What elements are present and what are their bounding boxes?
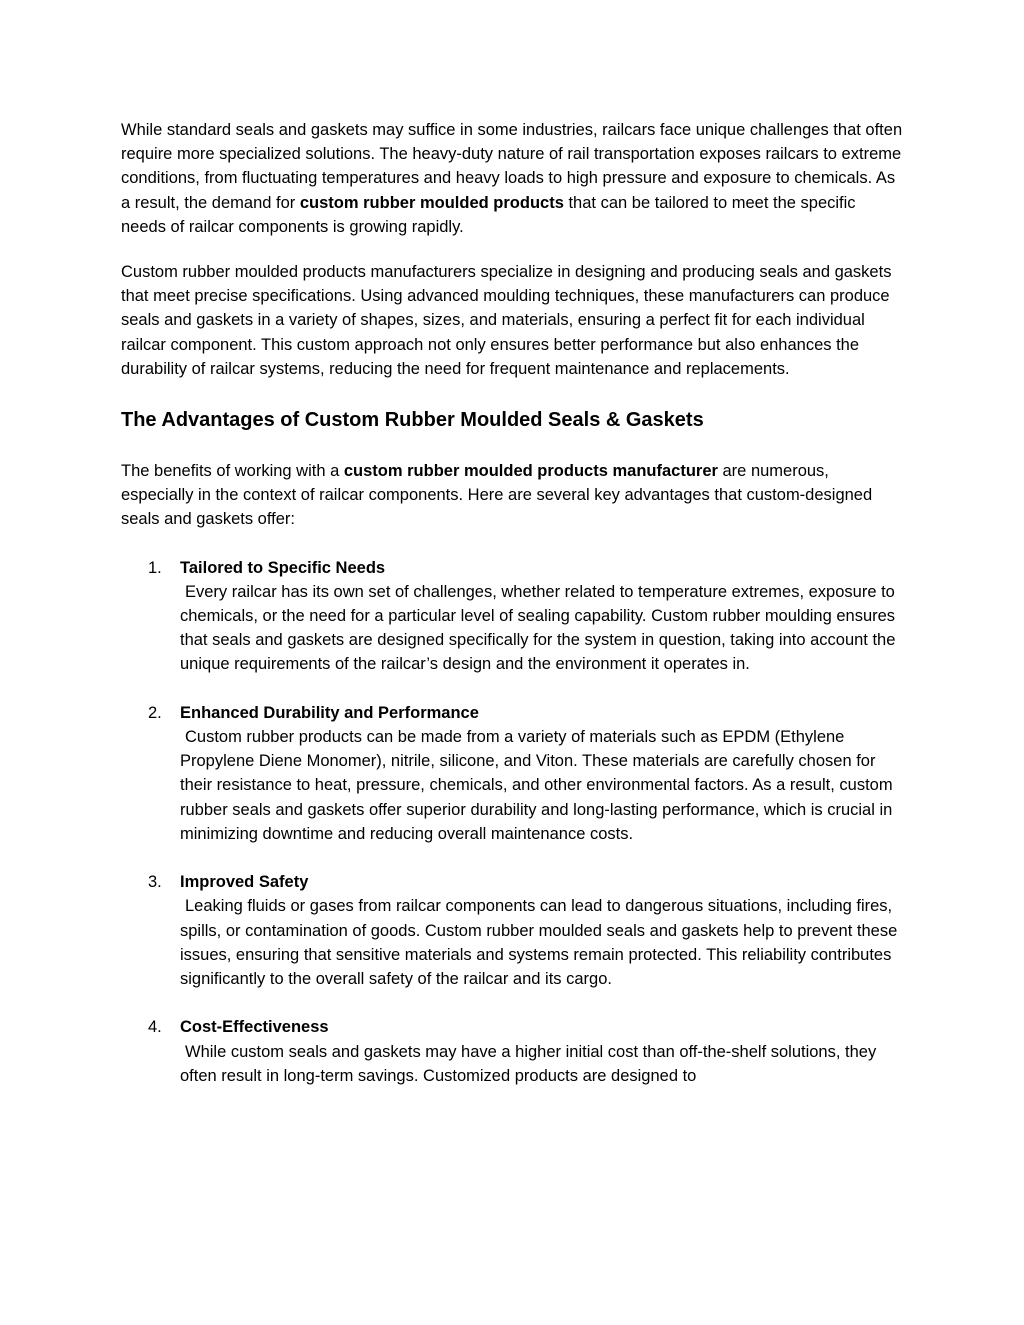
list-item-title: Enhanced Durability and Performance bbox=[180, 703, 479, 722]
list-item bbox=[121, 701, 903, 846]
advantages-list bbox=[121, 556, 903, 1088]
list-number: 1. bbox=[148, 558, 162, 577]
list-item-title: Cost-Effectiveness bbox=[180, 1018, 329, 1037]
list-item-title: Tailored to Specific Needs bbox=[180, 558, 386, 577]
paragraph-intro bbox=[121, 459, 903, 532]
list-number: 2. bbox=[148, 703, 162, 722]
list-item bbox=[121, 1015, 903, 1088]
list-number: 4. bbox=[148, 1018, 162, 1037]
list-item-title: Improved Safety bbox=[180, 873, 309, 892]
paragraph-text: While standard seals and gaskets may suffice in some industries, railcars face unique challenges that often require more specialized solutions. The heavy-duty nature of rail transportation exposes railcars to extreme conditions, from fluctuating temperatures and heavy loads to high pressure and exposure to chemicals. As a result, the demand for bbox=[121, 121, 903, 212]
list-item bbox=[121, 870, 903, 991]
bold-phrase: custom rubber moulded products bbox=[299, 193, 564, 212]
paragraph-text: The benefits of working with a bbox=[121, 462, 344, 481]
list-number: 3. bbox=[148, 873, 162, 892]
list-item-body: Every railcar has its own set of challenges, whether related to temperature extremes, exposure to chemicals, or the need for a particular level of sealing capability. Custom rubber moulding ensures that seals and gaskets are designed specifically for the system in question, taking into account the unique requirements of the railcar’s design and the environment it operates in. bbox=[180, 582, 896, 674]
list-item-body: Custom rubber products can be made from a variety of materials such as EPDM (Ethylene Propylene Diene Monomer), nitrile, silicone, and Viton. These materials are carefully chosen for their resistance to heat, pressure, chemicals, and other environmental factors. As a result, custom rubber seals and gaskets offer superior durability and long-lasting performance, which is crucial in minimizing downtime and reducing overall maintenance costs. bbox=[180, 728, 893, 843]
paragraph-text: that can be tailored to meet the specific needs of railcar components is growing rapidly. bbox=[121, 193, 856, 236]
bold-phrase: custom rubber moulded products manufacturer bbox=[343, 462, 718, 481]
section-heading: The Advantages of Custom Rubber Moulded Seals & Gaskets bbox=[121, 409, 704, 432]
document-page bbox=[121, 118, 903, 1112]
list-item bbox=[121, 556, 903, 677]
paragraph-text: are numerous, especially in the context of railcar components. Here are several key advantages that custom-designed seals and gaskets offer: bbox=[121, 462, 873, 529]
paragraph-manufacturers: Custom rubber moulded products manufacturers specialize in designing and producing seals and gaskets that meet precise specifications. Using advanced moulding techniques, these manufacturers can produce seals and gaskets in a variety of shapes, sizes, and materials, ensuring a perfect fit for each individual railcar component. This custom approach not only ensures better performance but also enhances the durability of railcar systems, reducing the need for frequent maintenance and replacements. bbox=[121, 263, 892, 378]
list-item-body: While custom seals and gaskets may have a higher initial cost than off-the-shelf solutions, they often result in long-term savings. Customized products are designed to bbox=[180, 1042, 877, 1085]
paragraph-railcar-challenges bbox=[121, 118, 903, 239]
list-item-body: Leaking fluids or gases from railcar components can lead to dangerous situations, including fires, spills, or contamination of goods. Custom rubber moulded seals and gaskets help to prevent these issues, ensuring that sensitive materials and systems remain protected. This reliability contributes significantly to the overall safety of the railcar and its cargo. bbox=[180, 897, 898, 989]
